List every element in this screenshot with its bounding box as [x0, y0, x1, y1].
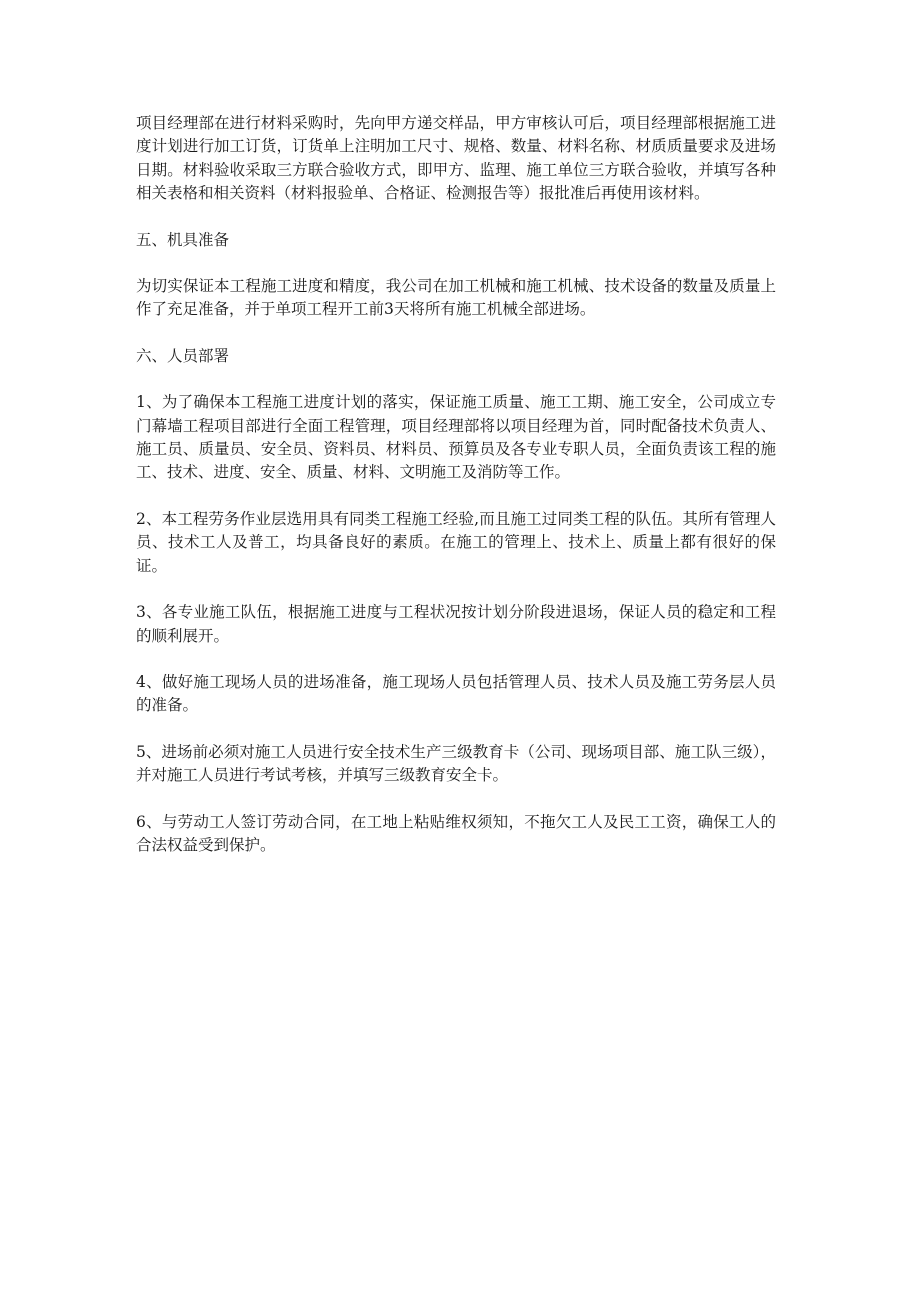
document-page — [136, 112, 776, 880]
personnel-item-4: 4、做好施工现场人员的进场准备，施工现场人员包括管理人员、技术人员及施工劳务层人员的准备。 — [136, 672, 776, 715]
personnel-item-2: 2、本工程劳务作业层选用具有同类工程施工经验,而且施工过同类工程的队伍。其所有管理人员、技术工人及普工，均具备良好的素质。在施工的管理上、技术上、质量上都有很好的保证。 — [136, 509, 776, 575]
personnel-item-1: 1、为了确保本工程施工进度计划的落实，保证施工质量、施工工期、施工安全，公司成立专门幕墙工程项目部进行全面工程管理，项目经理部将以项目经理为首，同时配备技术负责人、施工员、质量员、安全员、资料员、材料员、预算员及各专业专职人员，全面负责该工程的施工、技术、进度、安全、质量、材料、文明施工及消防等工作。 — [136, 393, 776, 482]
section-heading-personnel-deployment: 六、人员部署 — [136, 346, 230, 365]
personnel-item-5: 5、进场前必须对施工人员进行安全技术生产三级教育卡（公司、现场项目部、施工队三级），并对施工人员进行考试考核，并填写三级教育安全卡。 — [136, 742, 776, 785]
personnel-item-3: 3、各专业施工队伍，根据施工进度与工程状况按计划分阶段进退场，保证人员的稳定和工程的顺利展开。 — [136, 603, 776, 645]
section-heading-equipment-preparation: 五、机具准备 — [136, 230, 230, 249]
equipment-preparation-paragraph: 为切实保证本工程施工进度和精度，我公司在加工机械和施工机械、技术设备的数量及质量上作了充足准备，并于单项工程开工前3天将所有施工机械全部进场。 — [136, 277, 776, 319]
personnel-item-6: 6、与劳动工人签订劳动合同，在工地上粘贴维权须知，不拖欠工人及民工工资，确保工人的合法权益受到保护。 — [136, 812, 776, 854]
materials-procurement-paragraph: 项目经理部在进行材料采购时，先向甲方递交样品，甲方审核认可后，项目经理部根据施工进度计划进行加工订货，订货单上注明加工尺寸、规格、数量、材料名称、材质质量要求及进场日期。材料验收采取三方联合验收方式，即甲方、监理、施工单位三方联合验收，并填写各种相关表格和相关资料（材料报验单、合格证、检测报告等）报批准后再使用该材料。 — [136, 114, 776, 203]
